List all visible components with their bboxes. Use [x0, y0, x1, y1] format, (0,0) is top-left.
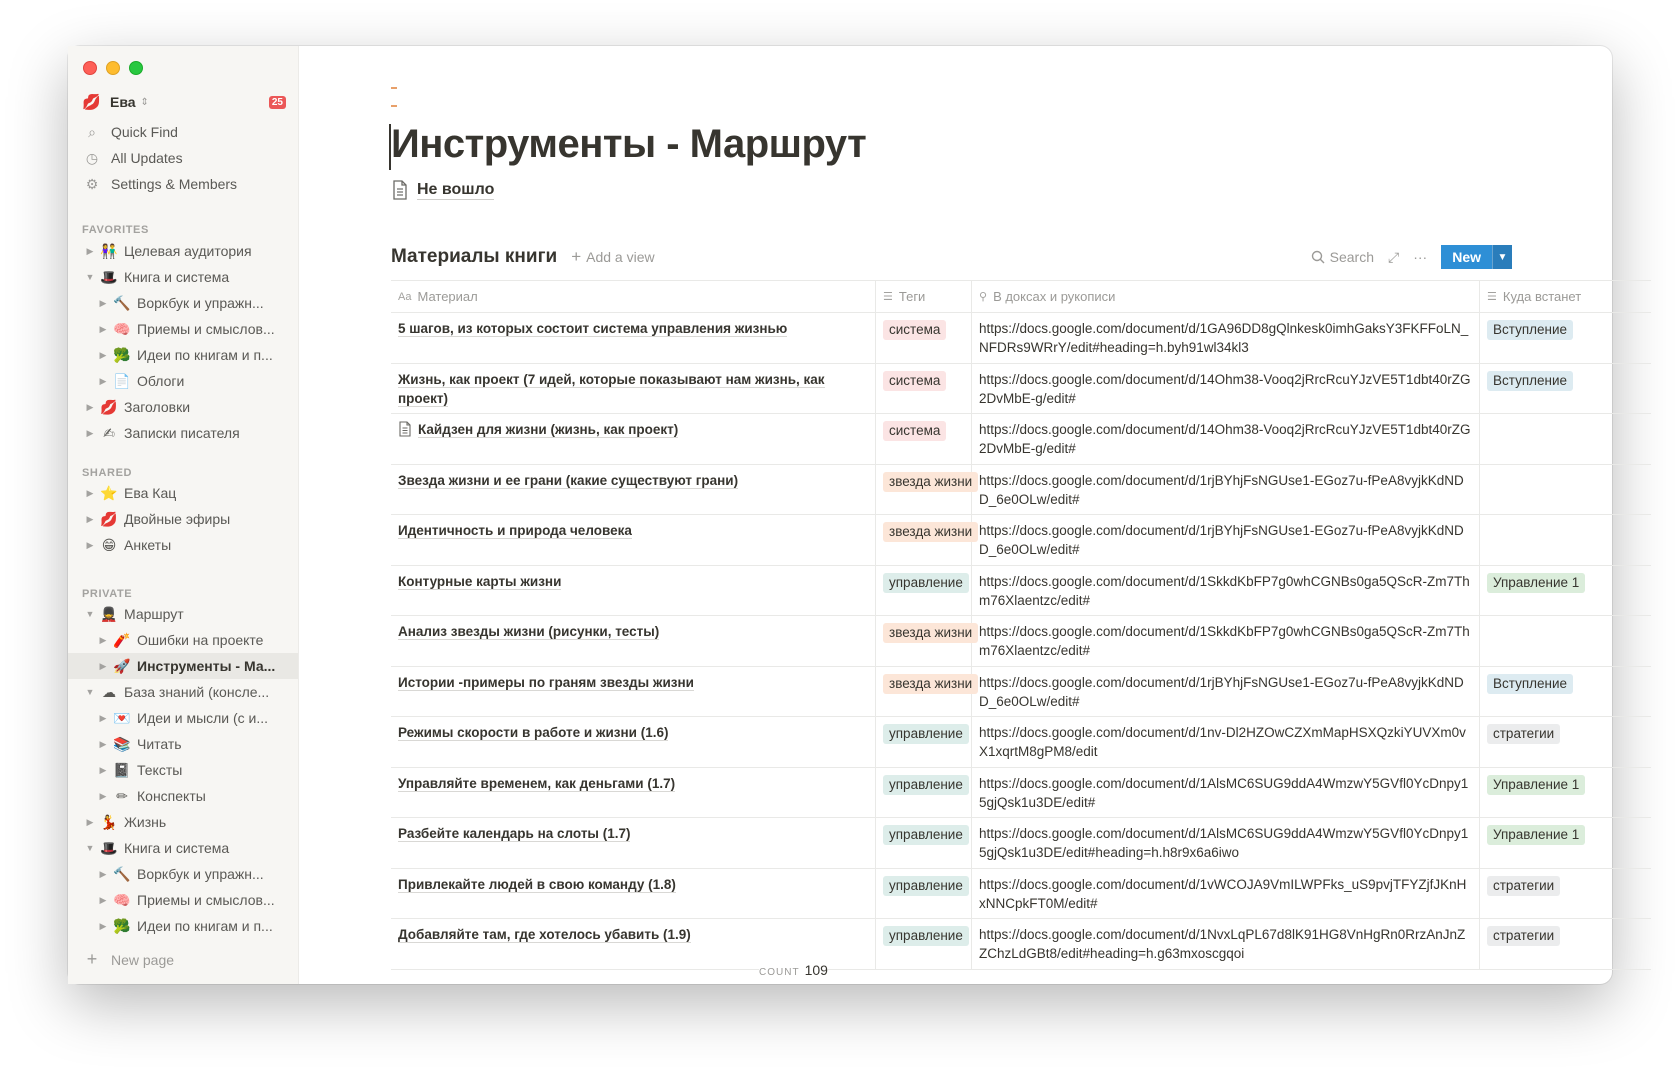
- column-header[interactable]: [1480, 281, 1651, 312]
- page-emoji-icon: ☁: [102, 683, 116, 700]
- expand-icon[interactable]: ⤢: [1388, 248, 1400, 265]
- doc-link-cell[interactable]: [972, 616, 1480, 666]
- page-emoji-icon: 📓: [113, 761, 131, 778]
- sidebar-page-label: Идеи и мысли (с и...: [137, 710, 269, 726]
- page-emoji-icon: ⭐: [100, 484, 118, 501]
- sidebar-page-item[interactable]: [68, 705, 298, 731]
- expand-arrow-icon[interactable]: ▶: [99, 712, 107, 723]
- sidebar-page-label: Целевая аудитория: [124, 243, 252, 259]
- tag-badge: система: [883, 320, 946, 340]
- placement-badge: Управление 1: [1487, 573, 1585, 593]
- tag-badge: звезда жизни: [883, 522, 978, 542]
- placement-cell[interactable]: [1480, 919, 1651, 969]
- database-table: [391, 280, 1651, 970]
- expand-arrow-icon[interactable]: ▶: [99, 375, 107, 386]
- tag-badge: управление: [883, 724, 969, 744]
- sidebar-page-item[interactable]: [68, 264, 298, 290]
- table-row[interactable]: [391, 667, 1651, 718]
- column-header-label: В доксах и рукописи: [993, 289, 1116, 304]
- table-row[interactable]: [391, 364, 1651, 415]
- page-emoji-icon: 💋: [100, 510, 118, 527]
- sidebar-nav-item[interactable]: [82, 119, 290, 145]
- page-emoji-icon: 📄: [113, 372, 131, 389]
- page-emoji-icon: ✏: [116, 787, 128, 804]
- column-header-label: Теги: [898, 289, 926, 304]
- expand-arrow-icon[interactable]: ▶: [86, 401, 94, 412]
- placement-cell[interactable]: [1480, 717, 1651, 767]
- placement-badge: стратегии: [1487, 876, 1560, 896]
- material-title: Разбейте календарь на слоты (1.7): [398, 826, 631, 841]
- sidebar-page-label: Воркбук и упражн...: [137, 866, 264, 882]
- page-emoji-icon: 🧠: [113, 320, 131, 337]
- sidebar-page-item[interactable]: [68, 342, 298, 368]
- page-emoji-icon: 🔨: [113, 294, 131, 311]
- count-label: COUNT: [759, 967, 800, 978]
- tag-badge: звезда жизни: [883, 623, 978, 643]
- placement-badge: Вступление: [1487, 320, 1573, 340]
- database-toolbar: [1311, 242, 1512, 272]
- doc-link-cell[interactable]: [972, 566, 1480, 616]
- sidebar-page-item[interactable]: [68, 757, 298, 783]
- material-cell[interactable]: [391, 465, 876, 515]
- sidebar-page-label: Идеи по книгам и п...: [137, 347, 273, 363]
- doc-link-cell[interactable]: [972, 414, 1480, 464]
- tag-badge: управление: [883, 825, 969, 845]
- page-emoji-icon: 🧨: [113, 631, 131, 648]
- table-header-row: [391, 281, 1651, 313]
- material-cell[interactable]: [391, 667, 876, 717]
- placement-badge: Вступление: [1487, 371, 1573, 391]
- placement-badge: Управление 1: [1487, 825, 1585, 845]
- expand-arrow-icon[interactable]: ▶: [99, 920, 107, 931]
- doc-link-cell[interactable]: [972, 768, 1480, 818]
- material-cell[interactable]: [391, 566, 876, 616]
- placement-cell[interactable]: [1480, 414, 1651, 464]
- column-type-icon: ⚲: [979, 291, 988, 303]
- placement-cell[interactable]: [1480, 465, 1651, 515]
- expand-arrow-icon[interactable]: ▶: [99, 660, 107, 671]
- app-window: [68, 46, 1612, 984]
- page-title[interactable]: Инструменты - Маршрут: [391, 122, 867, 166]
- expand-arrow-icon[interactable]: ▶: [99, 634, 107, 645]
- sidebar-page-item[interactable]: [68, 861, 298, 887]
- material-cell[interactable]: [391, 717, 876, 767]
- sidebar-page-label: Заголовки: [124, 399, 191, 415]
- page-emoji-icon: 🚀: [113, 657, 131, 674]
- sidebar-top-nav: [82, 119, 290, 197]
- favorites-list: [68, 238, 298, 446]
- page-emoji-icon: 😁: [101, 536, 117, 553]
- database-title[interactable]: Материалы книги: [391, 246, 558, 267]
- doc-link-cell[interactable]: [972, 364, 1480, 414]
- table-row[interactable]: [391, 566, 1651, 617]
- sidebar-page-label: Приемы и смыслов...: [137, 892, 275, 908]
- placement-cell[interactable]: [1480, 869, 1651, 919]
- sidebar-page-label: Книга и система: [124, 269, 230, 285]
- sidebar-nav-label: Quick Find: [111, 124, 178, 140]
- sidebar-page-label: База знаний (консле...: [124, 684, 270, 700]
- tag-badge: управление: [883, 926, 969, 946]
- placement-cell[interactable]: [1480, 313, 1651, 363]
- sidebar-page-item[interactable]: [68, 238, 298, 264]
- favorites-section-label: FAVORITES: [82, 224, 149, 236]
- new-page-label: New page: [111, 951, 175, 968]
- page-emoji-icon: 💌: [113, 709, 131, 726]
- page-emoji-icon: 💋: [100, 398, 118, 415]
- column-type-icon: Aa: [398, 290, 412, 303]
- tag-badge: система: [883, 371, 946, 391]
- shared-list: [68, 480, 298, 558]
- document-icon: [398, 421, 412, 437]
- sidebar-page-item[interactable]: [68, 783, 298, 809]
- sidebar-page-item[interactable]: [68, 532, 298, 558]
- tag-badge: звезда жизни: [883, 472, 978, 492]
- material-title: Идентичность и природа человека: [398, 523, 632, 538]
- page-content: [299, 46, 1612, 984]
- sidebar-page-label: Тексты: [137, 762, 183, 778]
- material-title: Режимы скорости в работе и жизни (1.6): [398, 725, 669, 740]
- expand-arrow-icon[interactable]: ▶: [86, 487, 94, 498]
- sidebar-page-item[interactable]: [68, 835, 298, 861]
- page-emoji-icon: 💃: [100, 813, 118, 830]
- sidebar-page-item[interactable]: [68, 627, 298, 653]
- expand-arrow-icon[interactable]: ▶: [99, 297, 107, 308]
- tags-cell[interactable]: [876, 919, 972, 969]
- sidebar-page-item[interactable]: [68, 913, 298, 939]
- sidebar-page-label: Ева Кац: [124, 485, 177, 501]
- doc-link-cell[interactable]: [972, 313, 1480, 363]
- doc-link-cell[interactable]: [972, 515, 1480, 565]
- sidebar-page-item[interactable]: [68, 731, 298, 757]
- table-row[interactable]: [391, 919, 1651, 970]
- doc-link-cell[interactable]: [972, 869, 1480, 919]
- tags-cell[interactable]: [876, 717, 972, 767]
- search-label: Search: [1329, 249, 1374, 265]
- new-record-button[interactable]: New: [1441, 245, 1492, 269]
- material-cell[interactable]: [391, 869, 876, 919]
- placement-badge: стратегии: [1487, 926, 1560, 946]
- page-emoji-icon: 💂: [100, 605, 118, 622]
- doc-url[interactable]: https://docs.google.com/document/d/1GA96DD8gQlnkesk0imhGaksY3FKFFoLN_NFDRs9WRrY/edit#heading=h.byh91wl34kl3: [979, 321, 1469, 355]
- minimize-window-button[interactable]: [106, 61, 120, 75]
- material-cell[interactable]: [391, 616, 876, 666]
- expand-arrow-icon[interactable]: ▶: [99, 764, 107, 775]
- expand-arrow-icon[interactable]: ▶: [86, 245, 94, 256]
- expand-arrow-icon[interactable]: ▶: [86, 427, 94, 438]
- collapse-arrow-icon[interactable]: ▼: [85, 843, 95, 853]
- window-controls: [83, 61, 143, 75]
- sidebar-page-label: Приемы и смыслов...: [137, 321, 275, 337]
- clock-icon: ◷: [85, 149, 99, 166]
- tag-badge: управление: [883, 573, 969, 593]
- material-title: Добавляйте там, где хотелось убавить (1.9): [398, 927, 691, 942]
- doc-link-cell[interactable]: [972, 818, 1480, 868]
- page-icon-remnant: [391, 76, 423, 80]
- add-view-button[interactable]: [571, 247, 654, 267]
- plus-icon: +: [571, 247, 582, 266]
- row-count: [759, 962, 828, 978]
- expand-arrow-icon[interactable]: ▶: [99, 349, 107, 360]
- expand-arrow-icon[interactable]: ▶: [99, 790, 107, 801]
- sidebar-page-item[interactable]: [68, 809, 298, 835]
- material-title: Кайдзен для жизни (жизнь, как проект): [418, 422, 679, 437]
- material-title: Привлекайте людей в свою команду (1.8): [398, 876, 676, 892]
- tags-cell[interactable]: [876, 667, 972, 717]
- sidebar-page-item[interactable]: [68, 290, 298, 316]
- zoom-window-button[interactable]: [129, 61, 143, 75]
- doc-url[interactable]: https://docs.google.com/document/d/14Ohm38-Vooq2jRrcRcuYJzVE5T1dbt40rZG2DvMbE-g/edit#: [979, 422, 1471, 456]
- sidebar-page-item[interactable]: [68, 887, 298, 913]
- sidebar-nav-label: Settings & Members: [111, 176, 238, 192]
- placement-badge: Управление 1: [1487, 775, 1585, 795]
- tags-cell[interactable]: [876, 313, 972, 363]
- chevron-down-icon[interactable]: ▼: [1492, 245, 1512, 269]
- doc-url[interactable]: https://docs.google.com/document/d/1SkkdKbFP7g0whCGNBs0ga5QScR-Zm7Thm76Xlaentzc/edit#: [979, 573, 1470, 608]
- material-title: Звезда жизни и ее грани (какие существуют грани): [398, 472, 739, 488]
- search-icon: ⌕: [88, 123, 96, 140]
- material-cell[interactable]: [391, 818, 876, 868]
- sidebar-page-label: Инструменты - Ма...: [137, 658, 276, 674]
- sidebar-page-item[interactable]: [68, 653, 298, 679]
- tags-cell[interactable]: [876, 818, 972, 868]
- page-emoji-icon: 🎩: [100, 839, 118, 856]
- sidebar-page-item[interactable]: [68, 480, 298, 506]
- expand-arrow-icon[interactable]: ▶: [86, 539, 94, 550]
- workspace-icon: 💋: [82, 94, 101, 111]
- table-row[interactable]: [391, 869, 1651, 920]
- sidebar-page-item[interactable]: [68, 601, 298, 627]
- column-header-label: Материал: [417, 289, 478, 304]
- sidebar-page-label: Двойные эфиры: [124, 511, 231, 527]
- column-header[interactable]: [391, 281, 876, 312]
- doc-link-cell[interactable]: [972, 919, 1480, 969]
- doc-url[interactable]: https://docs.google.com/document/d/14Ohm38-Vooq2jRrcRcuYJzVE5T1dbt40rZG2DvMbE-g/edit#: [979, 371, 1471, 406]
- page-emoji-icon: 🧠: [113, 891, 131, 908]
- sidebar-page-item[interactable]: [68, 316, 298, 342]
- table-row[interactable]: [391, 717, 1651, 768]
- table-body: [391, 313, 1651, 970]
- doc-url[interactable]: https://docs.google.com/document/d/1nv-Dl2HZOwCZXmMapHSXQzkiYUVXm0vX1xqrtM8gPM8/edit: [979, 725, 1466, 759]
- page-emoji-icon: 🔨: [113, 865, 131, 882]
- table-row[interactable]: [391, 768, 1651, 819]
- sidebar-nav-item[interactable]: [82, 171, 290, 197]
- tags-cell[interactable]: [876, 515, 972, 565]
- material-title: Жизнь, как проект (7 идей, которые показывают нам жизнь, как проект): [398, 371, 825, 406]
- more-options-icon[interactable]: ···: [1413, 249, 1428, 265]
- material-cell[interactable]: [391, 313, 876, 363]
- material-cell[interactable]: [391, 364, 876, 414]
- sidebar-page-label: Жизнь: [124, 814, 167, 830]
- column-type-icon: ☰: [1487, 291, 1497, 303]
- expand-arrow-icon[interactable]: ▶: [86, 816, 94, 827]
- sidebar-page-item[interactable]: [68, 394, 298, 420]
- placement-badge: стратегии: [1487, 724, 1560, 744]
- expand-arrow-icon[interactable]: ▶: [99, 868, 107, 879]
- tags-cell[interactable]: [876, 364, 972, 414]
- expand-arrow-icon[interactable]: ▶: [99, 738, 107, 749]
- close-window-button[interactable]: [83, 61, 97, 75]
- material-title: Истории -примеры по граням звезды жизни: [398, 674, 694, 690]
- placement-badge: Вступление: [1487, 674, 1573, 694]
- count-value: 109: [804, 962, 828, 978]
- material-title: Контурные карты жизни: [398, 573, 562, 589]
- doc-url[interactable]: https://docs.google.com/document/d/1AlsMC6SUG9ddA4WmzwY5GVfl0YcDnpy15gjQsk1u3DE/edit#heading=h.h8r9x6a6iwo: [979, 826, 1469, 860]
- private-section-label: PRIVATE: [82, 588, 133, 600]
- doc-url[interactable]: https://docs.google.com/document/d/1AlsMC6SUG9ddA4WmzwY5GVfl0YcDnpy15gjQsk1u3DE/edit#: [979, 775, 1469, 810]
- database-header: [391, 242, 1612, 272]
- gear-icon: ⚙: [85, 175, 99, 192]
- tags-cell[interactable]: [876, 768, 972, 818]
- workspace-name: Ева: [110, 94, 136, 110]
- tag-badge: звезда жизни: [883, 674, 978, 694]
- sidebar-page-item[interactable]: [68, 420, 298, 446]
- shared-section-label: SHARED: [82, 467, 133, 479]
- sidebar-nav-label: All Updates: [111, 150, 183, 166]
- sidebar-page-label: Читать: [137, 736, 182, 752]
- search-icon: [1311, 250, 1325, 264]
- notification-badge[interactable]: 25: [269, 96, 286, 109]
- placement-cell[interactable]: [1480, 667, 1651, 717]
- table-row[interactable]: [391, 414, 1651, 465]
- new-page-button[interactable]: [82, 949, 174, 970]
- page-emoji-icon: 👫: [100, 242, 118, 259]
- doc-url[interactable]: https://docs.google.com/document/d/1rjBYhjFsNGUse1-EGoz7u-fPeA8vyjkKdNDD_6e0OLw/edit#: [979, 472, 1464, 507]
- material-title: 5 шагов, из которых состоит система управления жизнью: [398, 321, 788, 336]
- expand-arrow-icon[interactable]: ▶: [86, 513, 94, 524]
- page-emoji-icon: 🎩: [100, 268, 118, 285]
- expand-arrow-icon[interactable]: ▶: [99, 323, 107, 334]
- collapse-arrow-icon[interactable]: ▼: [85, 609, 95, 619]
- add-view-label: Add a view: [586, 249, 655, 265]
- sidebar-page-label: Книга и система: [124, 840, 230, 856]
- tags-cell[interactable]: [876, 566, 972, 616]
- sidebar-page-item[interactable]: [68, 679, 298, 705]
- linked-page[interactable]: [391, 180, 494, 200]
- placement-cell[interactable]: [1480, 364, 1651, 414]
- page-emoji-icon: 🥦: [113, 346, 131, 363]
- placement-cell[interactable]: [1480, 616, 1651, 666]
- updown-caret-icon: ⇕: [140, 96, 149, 108]
- sidebar: [68, 46, 299, 984]
- tag-badge: система: [883, 421, 946, 441]
- doc-url[interactable]: https://docs.google.com/document/d/1NvxLqPL67d8lK91HG8VnHgRn0RrzAnJnZZChzLdGBt8/edit#heading=h.g63mxoscgqoi: [979, 927, 1466, 961]
- placement-cell[interactable]: [1480, 768, 1651, 818]
- sidebar-page-label: Облоги: [137, 373, 185, 389]
- material-cell[interactable]: [391, 768, 876, 818]
- doc-url[interactable]: https://docs.google.com/document/d/1vWCOJA9VmILWPFks_uS9pvjTFYZjfJKnHxNNCpkFT0M/edit#: [979, 876, 1467, 911]
- column-type-icon: ☰: [883, 291, 893, 303]
- tags-cell[interactable]: [876, 465, 972, 515]
- tags-cell[interactable]: [876, 869, 972, 919]
- sidebar-page-label: Маршрут: [124, 606, 184, 622]
- column-header-label: Куда встанет: [1502, 289, 1582, 304]
- tag-badge: управление: [883, 775, 969, 795]
- collapse-arrow-icon[interactable]: ▼: [85, 687, 95, 697]
- placement-cell[interactable]: [1480, 818, 1651, 868]
- sidebar-page-item[interactable]: [68, 506, 298, 532]
- doc-url[interactable]: https://docs.google.com/document/d/1rjBYhjFsNGUse1-EGoz7u-fPeA8vyjkKdNDD_6e0OLw/edit#: [979, 674, 1464, 709]
- table-row[interactable]: [391, 515, 1651, 566]
- table-row[interactable]: [391, 818, 1651, 869]
- placement-cell[interactable]: [1480, 566, 1651, 616]
- material-title: Анализ звезды жизни (рисунки, тесты): [398, 624, 660, 639]
- sidebar-nav-item[interactable]: [82, 145, 290, 171]
- tags-cell[interactable]: [876, 414, 972, 464]
- linked-page-title: Не вошло: [417, 180, 495, 198]
- doc-link-cell[interactable]: [972, 717, 1480, 767]
- column-header[interactable]: [876, 281, 972, 312]
- tags-cell[interactable]: [876, 616, 972, 666]
- material-cell[interactable]: [391, 414, 876, 464]
- new-record-button-group: [1441, 245, 1512, 269]
- sidebar-page-label: Конспекты: [137, 788, 206, 804]
- doc-url[interactable]: https://docs.google.com/document/d/1rjBYhjFsNGUse1-EGoz7u-fPeA8vyjkKdNDD_6e0OLw/edit#: [979, 523, 1464, 557]
- database-search-button[interactable]: [1311, 249, 1374, 265]
- document-icon: [391, 180, 409, 200]
- workspace-switcher[interactable]: [82, 90, 286, 114]
- sidebar-page-label: Идеи по книгам и п...: [137, 918, 273, 934]
- plus-icon: +: [86, 949, 98, 969]
- page-emoji-icon: 📚: [113, 735, 131, 752]
- private-list: [68, 601, 298, 934]
- page-emoji-icon: 🥦: [113, 917, 131, 934]
- sidebar-page-label: Записки писателя: [124, 425, 240, 441]
- material-title: Управляйте временем, как деньгами (1.7): [398, 775, 676, 791]
- table-row[interactable]: [391, 465, 1651, 516]
- material-cell[interactable]: [391, 515, 876, 565]
- column-header[interactable]: [972, 281, 1480, 312]
- placement-cell[interactable]: [1480, 515, 1651, 565]
- sidebar-page-label: Ошибки на проекте: [137, 632, 264, 648]
- expand-arrow-icon[interactable]: ▶: [99, 894, 107, 905]
- collapse-arrow-icon[interactable]: ▼: [85, 272, 95, 282]
- sidebar-page-label: Воркбук и упражн...: [137, 295, 264, 311]
- doc-link-cell[interactable]: [972, 667, 1480, 717]
- page-emoji-icon: ✍: [103, 424, 115, 441]
- table-row[interactable]: [391, 313, 1651, 364]
- tag-badge: управление: [883, 876, 969, 896]
- table-row[interactable]: [391, 616, 1651, 667]
- doc-link-cell[interactable]: [972, 465, 1480, 515]
- sidebar-page-label: Анкеты: [124, 537, 172, 553]
- doc-url[interactable]: https://docs.google.com/document/d/1SkkdKbFP7g0whCGNBs0ga5QScR-Zm7Thm76Xlaentzc/edit#: [979, 624, 1470, 658]
- sidebar-page-item[interactable]: [68, 368, 298, 394]
